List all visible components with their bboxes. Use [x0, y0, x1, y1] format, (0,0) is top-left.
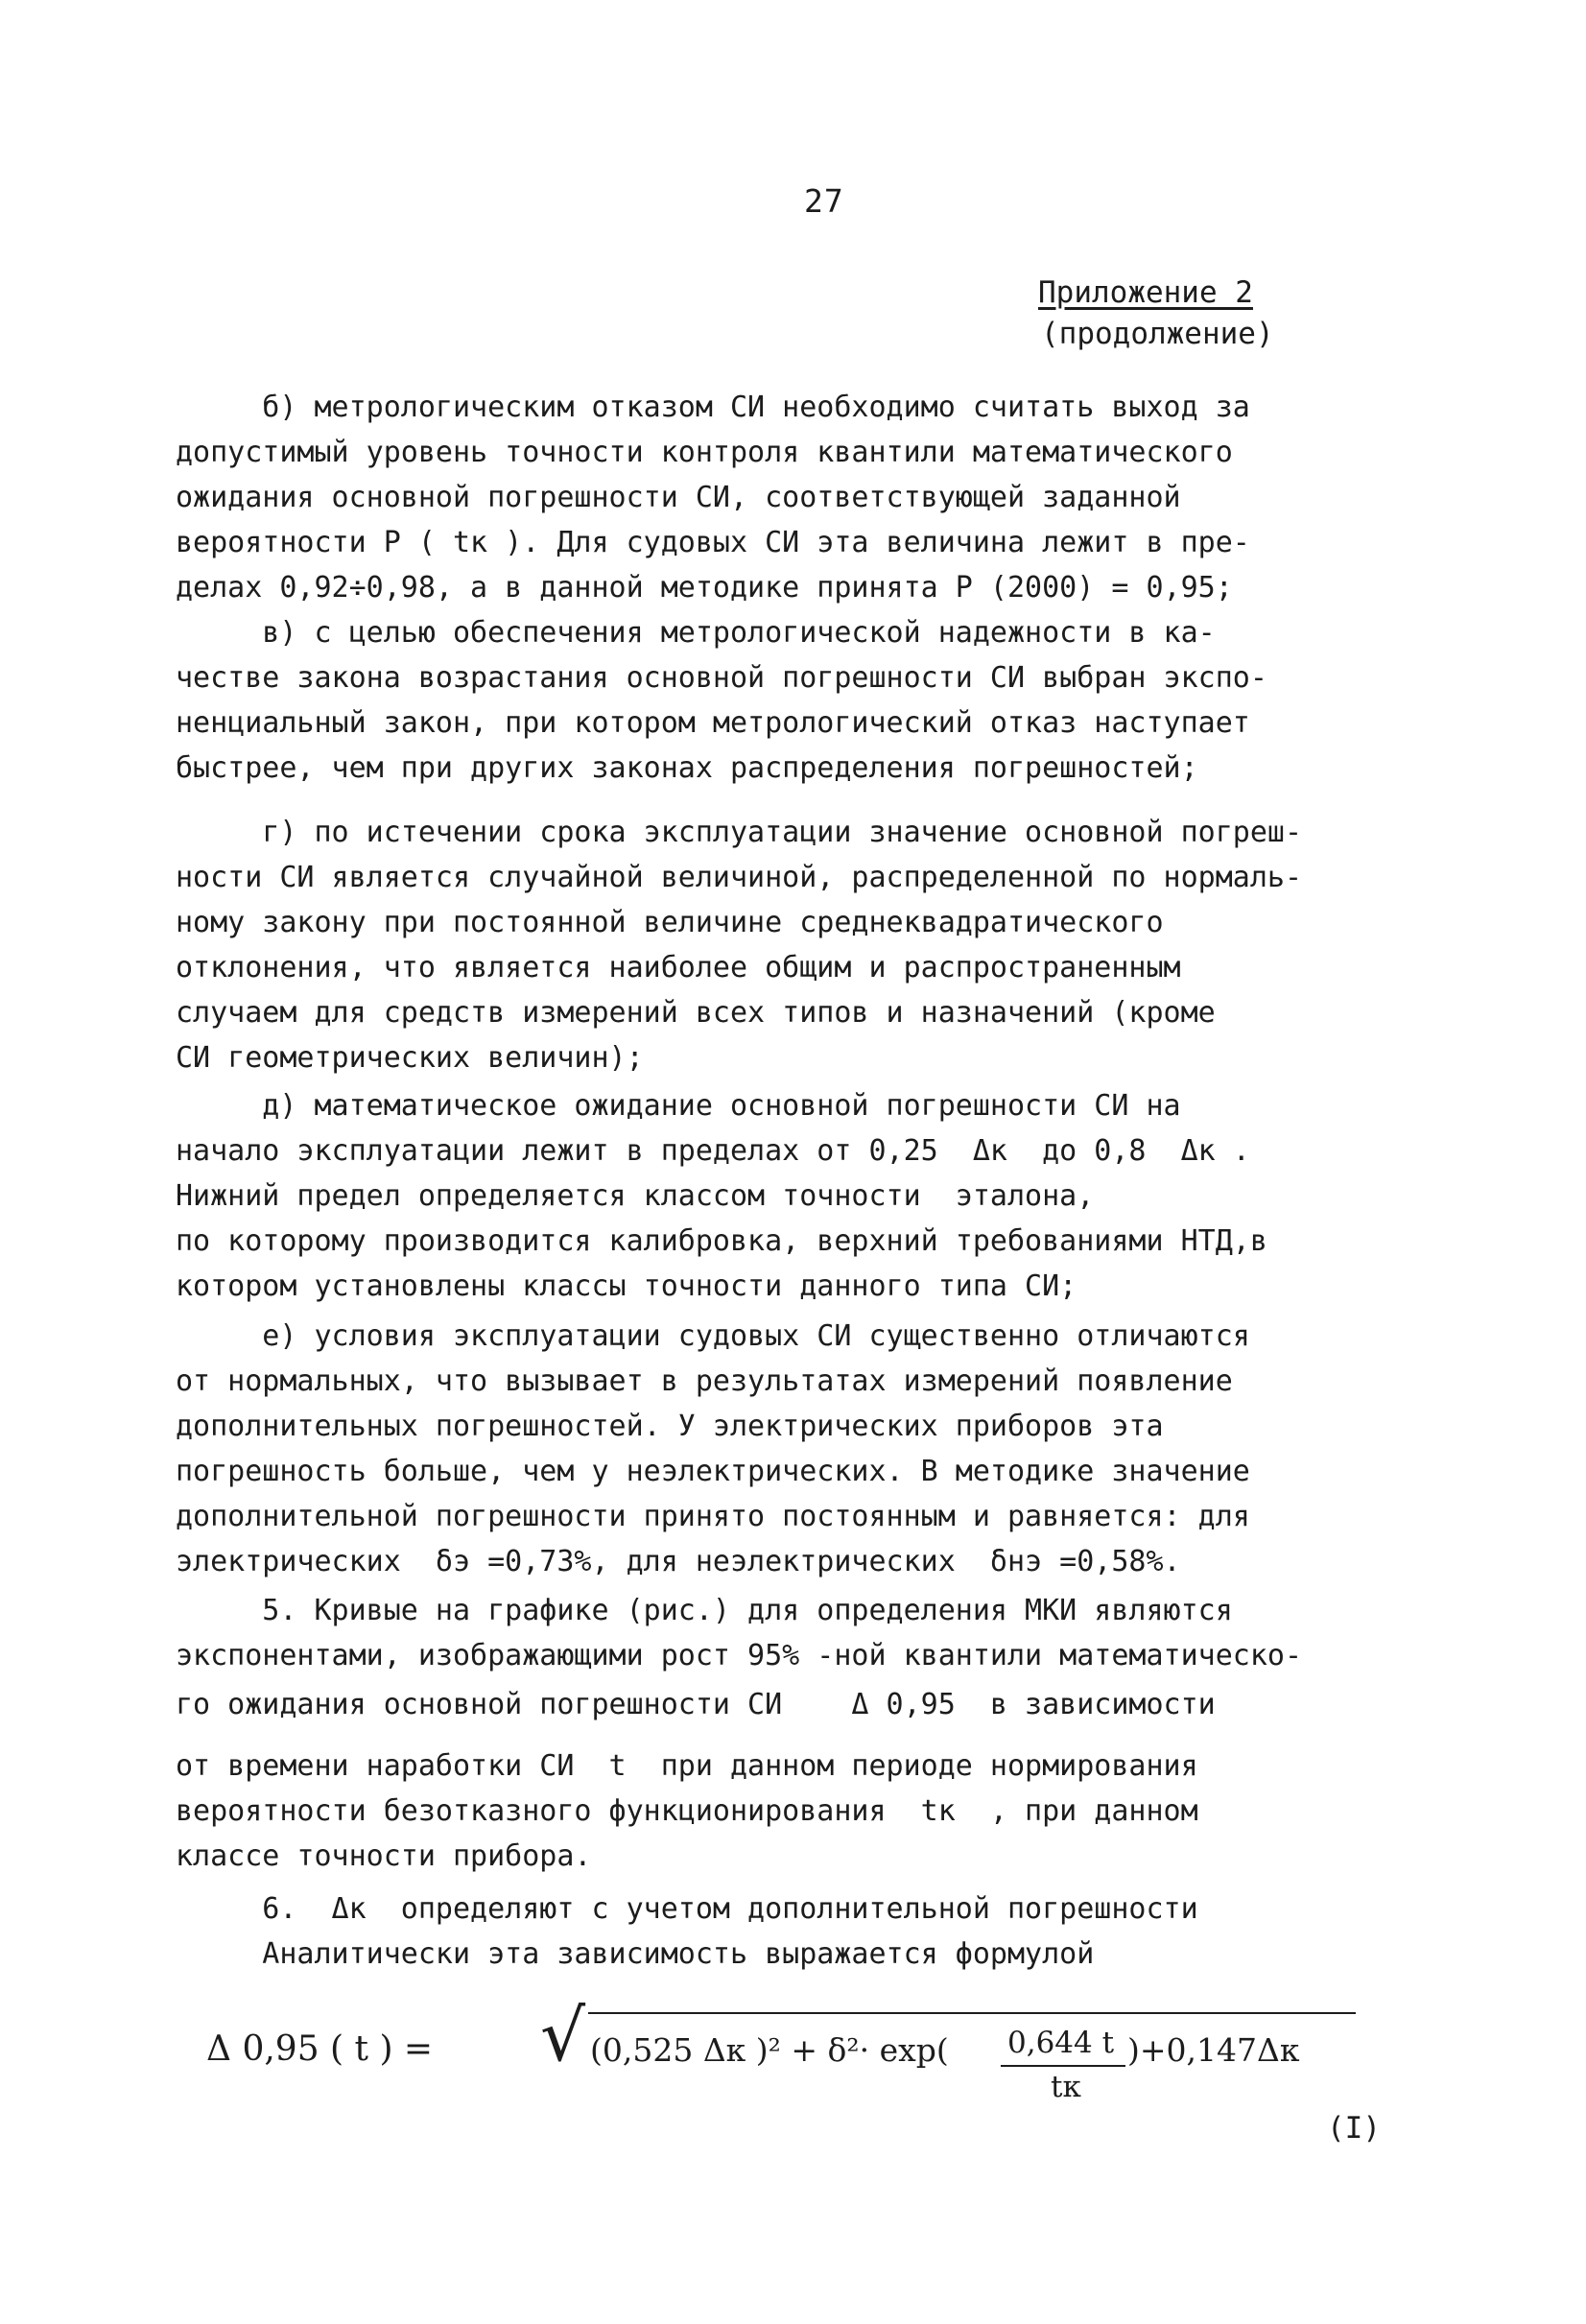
text-line: классе точности прибора.	[176, 1839, 592, 1873]
text-line: отклонения, что является наиболее общим и распространенным	[176, 951, 1181, 984]
appendix-heading: Приложение 2	[1038, 275, 1253, 310]
equation-number: (I)	[1327, 2111, 1381, 2146]
text-line: быстрее, чем при других законах распределения погрешностей;	[176, 751, 1198, 785]
text-line: вероятности безотказного функционирования tк , при данном	[176, 1794, 1198, 1828]
text-line: погрешность больше, чем у неэлектрических. В методике значение	[176, 1455, 1250, 1488]
text-line: СИ геометрических величин);	[176, 1041, 644, 1075]
text-line: допустимый уровень точности контроля квантили математического	[176, 436, 1233, 469]
text-line: в) с целью обеспечения метрологической надежности в ка-	[176, 616, 1216, 650]
text-line: 6. Δк определяют с учетом дополнительной погрешности	[176, 1892, 1198, 1926]
text-line: по которому производится калибровка, верхний требованиями НТД,в	[176, 1224, 1267, 1258]
formula-lhs: Δ 0,95 ( t ) =	[206, 2029, 434, 2069]
text-line: 5. Кривые на графике (рис.) для определения МКИ являются	[176, 1594, 1233, 1627]
formula-rhs: )+0,147Δк	[1127, 2031, 1300, 2069]
text-line: вероятности Р ( tк ). Для судовых СИ эта величина лежит в пре-	[176, 526, 1250, 559]
formula-denominator: tк	[1051, 2070, 1081, 2104]
formula	[206, 1995, 1396, 2106]
text-line: котором установлены классы точности данного типа СИ;	[176, 1269, 1077, 1303]
formula-radicand: (0,525 Δк )² + δ²· exp(	[590, 2031, 949, 2069]
text-line: экспонентами, изображающими рост 95% -ной квантили математическо-	[176, 1639, 1302, 1672]
text-line: дополнительных погрешностей. У электрических приборов эта	[176, 1410, 1164, 1443]
text-line: б) метрологическим отказом СИ необходимо считать выход за	[176, 391, 1250, 424]
text-line: ожидания основной погрешности СИ, соответствующей заданной	[176, 481, 1181, 514]
text-line: электрических δэ =0,73%, для неэлектрических δнэ =0,58%.	[176, 1545, 1181, 1578]
text-line: ности СИ является случайной величиной, распределенной по нормаль-	[176, 861, 1302, 894]
text-line: честве закона возрастания основной погрешности СИ выбран экспо-	[176, 661, 1267, 695]
formula-numerator: 0,644 t	[1007, 2026, 1115, 2060]
text-line: от времени наработки СИ t при данном периоде нормирования	[176, 1749, 1198, 1783]
text-line: д) математическое ожидание основной погрешности СИ на	[176, 1089, 1181, 1123]
text-line: Аналитически эта зависимость выражается формулой	[176, 1937, 1095, 1971]
text-line: Нижний предел определяется классом точности эталона,	[176, 1179, 1095, 1213]
text-line: начало эксплуатации лежит в пределах от 0,25 Δк до 0,8 Δк .	[176, 1134, 1250, 1168]
text-line: дополнительной погрешности принято постоянным и равняется: для	[176, 1500, 1250, 1533]
text-line: ненциальный закон, при котором метрологический отказ наступает	[176, 706, 1250, 740]
text-line: случаем для средств измерений всех типов и назначений (кроме	[176, 996, 1216, 1030]
text-line: го ожидания основной погрешности СИ Δ 0,95 в зависимости	[176, 1688, 1216, 1721]
fraction-bar	[1001, 2065, 1125, 2067]
text-line: от нормальных, что вызывает в результатах измерений появление	[176, 1364, 1233, 1398]
text-line: е) условия эксплуатации судовых СИ существенно отличаются	[176, 1319, 1250, 1353]
page-number: 27	[804, 182, 844, 220]
text-line: ному закону при постоянной величине среднеквадратического	[176, 906, 1164, 939]
continuation-label: (продолжение)	[1041, 317, 1274, 351]
text-line: г) по истечении срока эксплуатации значение основной погреш-	[176, 816, 1302, 849]
square-root-bar	[588, 2012, 1356, 2014]
text-line: делах 0,92÷0,98, а в данной методике принята Р (2000) = 0,95;	[176, 571, 1233, 605]
square-root-sign: √	[540, 1995, 586, 2077]
